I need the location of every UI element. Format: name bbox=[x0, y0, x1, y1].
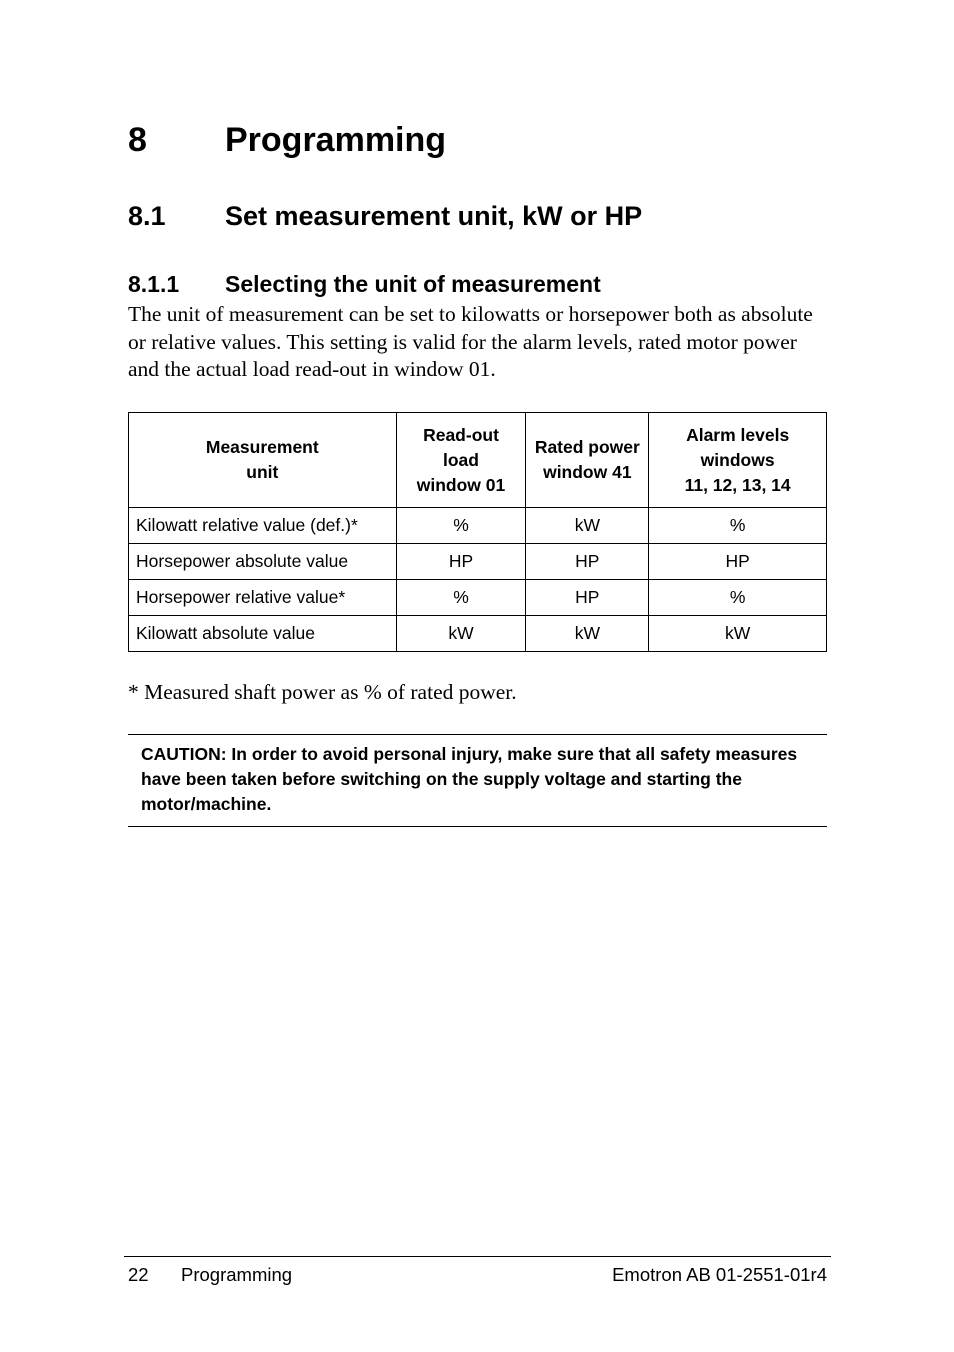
table-cell: % bbox=[396, 580, 526, 616]
footer-left bbox=[128, 1263, 292, 1287]
table-cell: HP bbox=[396, 544, 526, 580]
table-cell: kW bbox=[649, 616, 827, 652]
table-row bbox=[129, 508, 827, 544]
header-readout-load: Read-out load window 01 bbox=[396, 413, 526, 508]
table-cell: % bbox=[649, 508, 827, 544]
measurement-unit-table bbox=[128, 412, 827, 652]
table-row bbox=[129, 580, 827, 616]
subsection-heading bbox=[128, 269, 601, 299]
table-cell: Horsepower relative value* bbox=[129, 580, 397, 616]
table-cell: HP bbox=[526, 580, 649, 616]
table-cell: HP bbox=[526, 544, 649, 580]
table-cell: kW bbox=[396, 616, 526, 652]
table-cell: Horsepower absolute value bbox=[129, 544, 397, 580]
table-cell: kW bbox=[526, 616, 649, 652]
footer-section-name: Programming bbox=[181, 1264, 293, 1285]
caution-box bbox=[128, 734, 827, 827]
table-cell: kW bbox=[526, 508, 649, 544]
intro-paragraph: The unit of measurement can be set to kilowatts or horsepower both as absolute or relative values. This setting is valid for the alarm levels, rated motor power and the actual load read-out in window 01. bbox=[128, 302, 813, 381]
header-rated-power: Rated power window 41 bbox=[526, 413, 649, 508]
table-cell: Kilowatt absolute value bbox=[129, 616, 397, 652]
chapter-heading bbox=[128, 118, 446, 162]
table-cell: HP bbox=[649, 544, 827, 580]
section-number: 8.1 bbox=[128, 201, 166, 231]
table-footnote: * Measured shaft power as % of rated power. bbox=[128, 680, 517, 704]
footer-document-id: Emotron AB 01-2551-01r4 bbox=[612, 1264, 827, 1285]
chapter-title: Programming bbox=[225, 121, 447, 159]
header-measurement-unit: Measurement unit bbox=[129, 413, 397, 508]
footer-divider bbox=[124, 1256, 831, 1257]
section-title: Set measurement unit, kW or HP bbox=[225, 201, 643, 231]
table-cell: Kilowatt relative value (def.)* bbox=[129, 508, 397, 544]
caution-text: CAUTION: In order to avoid personal injury, make sure that all safety measures have been taken before switching on the supply voltage and starting the motor/machine. bbox=[141, 744, 798, 814]
header-alarm-levels: Alarm levels windows 11, 12, 13, 14 bbox=[649, 413, 827, 508]
subsection-title: Selecting the unit of measurement bbox=[225, 271, 601, 297]
chapter-number: 8 bbox=[128, 121, 147, 159]
table-row bbox=[129, 544, 827, 580]
table-cell: % bbox=[396, 508, 526, 544]
section-heading bbox=[128, 198, 642, 234]
table-header-row bbox=[129, 413, 827, 508]
table-row bbox=[129, 616, 827, 652]
table-cell: % bbox=[649, 580, 827, 616]
subsection-number: 8.1.1 bbox=[128, 271, 180, 297]
page-number: 22 bbox=[128, 1264, 149, 1285]
